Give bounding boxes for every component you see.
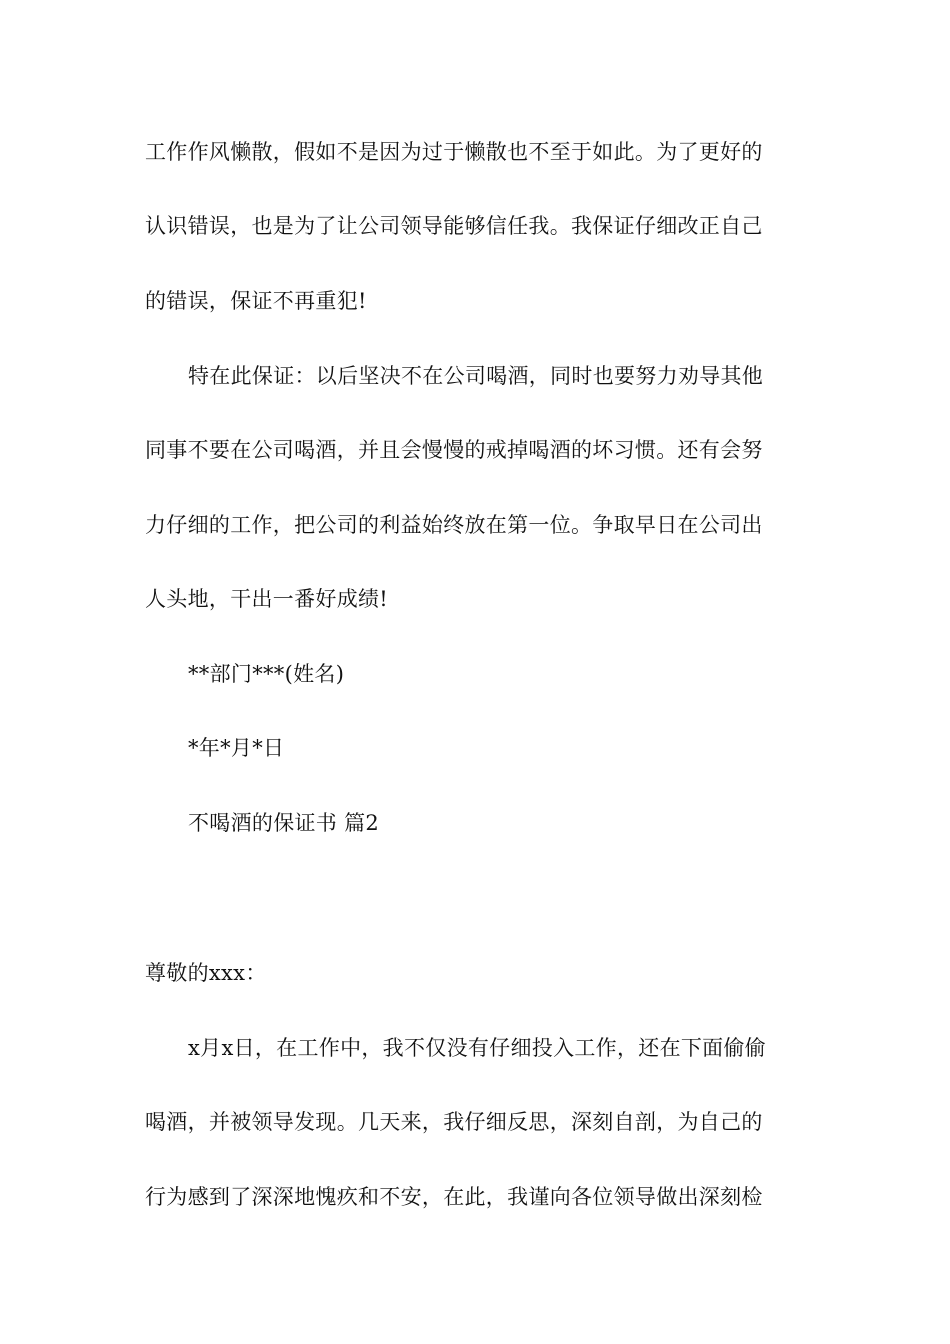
paragraph-line: 特在此保证：以后坚决不在公司喝酒，同时也要努力劝导其他	[188, 364, 764, 388]
salutation: 尊敬的xxx：	[145, 961, 267, 985]
paragraph-line: 力仔细的工作，把公司的利益始终放在第一位。争取早日在公司出	[145, 513, 763, 537]
paragraph-line: 喝酒，并被领导发现。几天来，我仔细反思，深刻自剖，为自己的	[145, 1110, 763, 1134]
paragraph-line: 同事不要在公司喝酒，并且会慢慢的戒掉喝酒的坏习惯。还有会努	[145, 438, 763, 462]
paragraph-line: 认识错误，也是为了让公司领导能够信任我。我保证仔细改正自己	[145, 214, 763, 238]
paragraph-line: 的错误，保证不再重犯!	[145, 289, 367, 313]
section-heading: 不喝酒的保证书 篇2	[188, 811, 380, 835]
paragraph-line: 行为感到了深深地愧疚和不安，在此，我谨向各位领导做出深刻检	[145, 1185, 763, 1209]
signature-department: **部门***(姓名)	[188, 662, 345, 686]
paragraph-line: x月x日，在工作中，我不仅没有仔细投入工作，还在下面偷偷	[188, 1036, 767, 1060]
paragraph-line: 工作作风懒散，假如不是因为过于懒散也不至于如此。为了更好的	[145, 140, 763, 164]
paragraph-line: 人头地，干出一番好成绩!	[145, 587, 389, 611]
signature-date: *年*月*日	[188, 736, 285, 760]
